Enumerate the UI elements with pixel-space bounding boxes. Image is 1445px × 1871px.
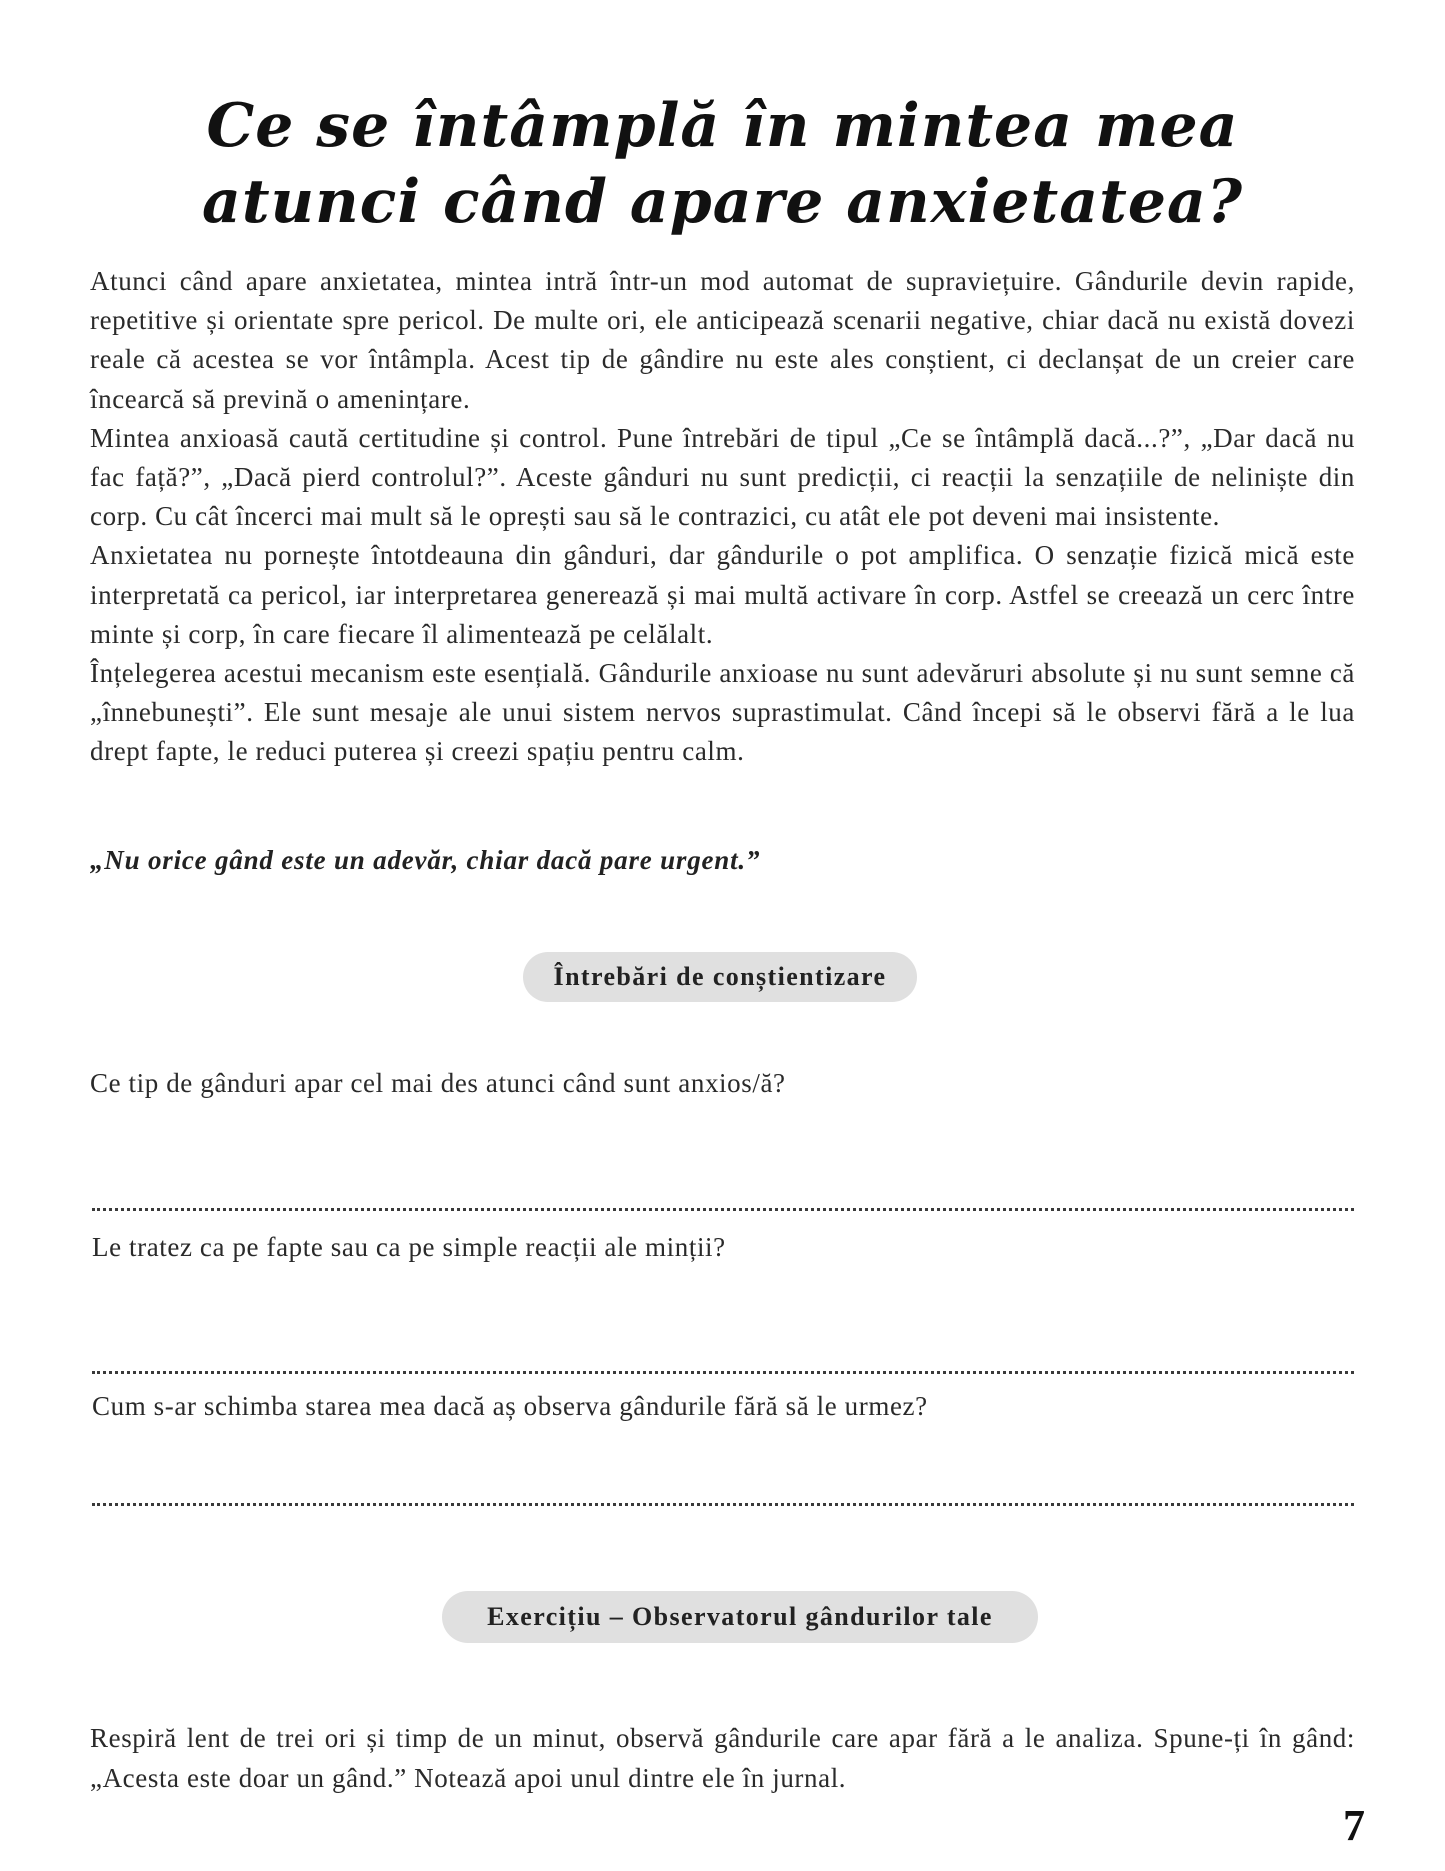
- answer-line-1[interactable]: [92, 1208, 1354, 1211]
- question-1: Ce tip de gânduri apar cel mai des atunci când sunt anxios/ă?: [90, 1068, 786, 1098]
- exercise-heading: Exercițiu – Observatorul gândurilor tale: [442, 1591, 1038, 1643]
- answer-line-3[interactable]: [92, 1503, 1354, 1506]
- question-2: Le tratez ca pe fapte sau ca pe simple reacții ale minții?: [92, 1232, 726, 1262]
- answer-line-2[interactable]: [92, 1371, 1354, 1374]
- page-number: 7: [1343, 1801, 1365, 1850]
- page-title: Ce se întâmplă în mintea mea atunci când apare anxietatea?: [201, 91, 1244, 237]
- highlight-quote: „Nu orice gând este un adevăr, chiar dacă pare urgent.”: [90, 845, 761, 875]
- paragraph-4: Înțelegerea acestui mecanism este esențială. Gândurile anxioase nu sunt adevăruri absolute și nu sunt semne că „înnebunești”. Ele sunt mesaje ale unui sistem nervos suprastimulat. Când începi să le observi fără a le lua drept fapte, le reduci puterea și creezi spațiu pentru calm.: [90, 658, 1355, 767]
- exercise-text: Respiră lent de trei ori și timp de un minut, observă gândurile care apar fără a le analiza. Spune-ți în gând: „Acesta este doar un gând.” Notează apoi unul dintre ele în jurnal.: [90, 1723, 1355, 1793]
- paragraph-3: Anxietatea nu pornește întotdeauna din gânduri, dar gândurile o pot amplifica. O senzație fizică mică este interpretată ca pericol, iar interpretarea generează și mai multă activare în corp. Astfel se creează un cerc între minte și corp, în care fiecare îl alimentează pe celălalt.: [90, 540, 1355, 649]
- question-3: Cum s-ar schimba starea mea dacă aș observa gândurile fără să le urmez?: [92, 1391, 928, 1421]
- intro-text: [90, 262, 1355, 772]
- awareness-questions-heading: Întrebări de conștientizare: [523, 952, 917, 1002]
- paragraph-1: Atunci când apare anxietatea, mintea intră într-un mod automat de supraviețuire. Gândurile devin rapide, repetitive și orientate spre pericol. De multe ori, ele anticipează scenarii negative, chiar dacă nu există dovezi reale că acestea se vor întâmpla. Acest tip de gândire nu este ales conștient, ci declanșat de un creier care încearcă să prevină o amenințare.: [90, 266, 1355, 414]
- paragraph-2: Mintea anxioasă caută certitudine și control. Pune întrebări de tipul „Ce se întâmplă dacă...?”, „Dar dacă nu fac față?”, „Dacă pierd controlul?”. Aceste gânduri nu sunt predicții, ci reacții la senzațiile de neliniște din corp. Cu cât încerci mai mult să le oprești sau să le contrazici, cu atât ele pot deveni mai insistente.: [90, 422, 1355, 532]
